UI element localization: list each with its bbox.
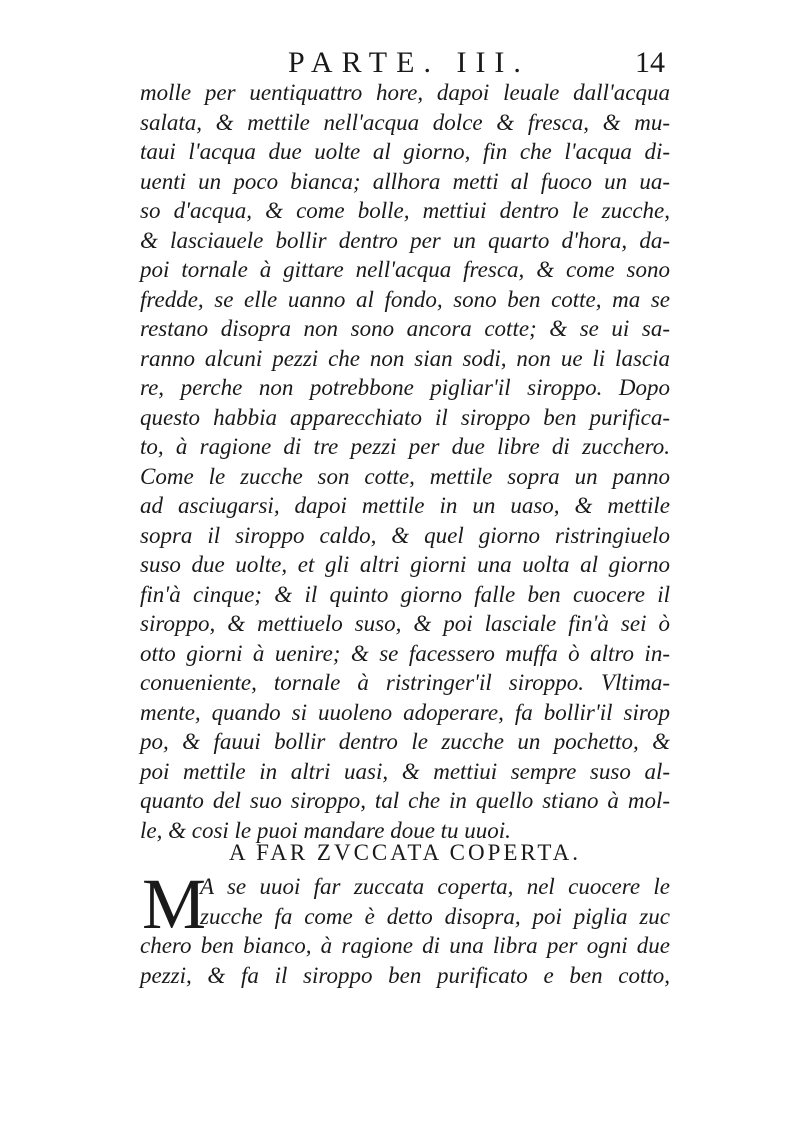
text-line: questo habbia apparecchiato il siroppo ben purifica- bbox=[140, 404, 670, 430]
body-paragraph bbox=[140, 78, 670, 845]
text-line: zucche fa come è detto disopra, poi piglia zuc bbox=[200, 903, 670, 929]
text-line: pezzi, & fa il siroppo ben purificato e ben cotto, bbox=[140, 962, 670, 988]
text-line: siroppo, & mettiuelo suso, & poi lasciale fin'à sei ò bbox=[140, 611, 670, 636]
text-line: fredde, se elle uanno al fondo, sono ben cotte, ma se bbox=[140, 286, 670, 312]
text-line: po, & fauui bollir dentro le zucche un pochetto, & bbox=[140, 729, 670, 754]
text-line: molle per uentiquattro hore, dapoi leuale dall'acqua bbox=[140, 80, 670, 105]
text-line: taui l'acqua due uolte al giorno, fin che l'acqua di- bbox=[140, 139, 670, 164]
text-line: otto giorni à uenire; & se facessero muffa ò altro in- bbox=[140, 640, 670, 666]
running-title: PARTE. III. bbox=[288, 46, 530, 79]
text-line: Come le zucche son cotte, mettile sopra un panno bbox=[140, 463, 670, 489]
text-line: quanto del suo siroppo, tal che in quello stiano à mol- bbox=[140, 788, 670, 813]
text-line: to, à ragione di tre pezzi per due libre di zucchero. bbox=[140, 434, 670, 459]
text-line: fin'à cinque; & il quinto giorno falle ben cuocere il bbox=[140, 581, 670, 607]
text-line: salata, & mettile nell'acqua dolce & fresca, & mu- bbox=[140, 109, 670, 135]
text-line: poi tornale à gittare nell'acqua fresca, & come sono bbox=[140, 257, 670, 282]
page-number: 14 bbox=[635, 46, 665, 79]
text-line: suso due uolte, et gli altri giorni una uolta al giorno bbox=[140, 552, 670, 577]
text-line: le, & cosi le puoi mandare doue tu uuoi. bbox=[140, 817, 511, 843]
section-heading: A FAR ZVCCATA COPERTA. bbox=[229, 840, 581, 865]
text-line: re, perche non potrebbone pigliar'il siroppo. Dopo bbox=[140, 375, 670, 400]
text-line: poi mettile in altri uasi, & mettiui sempre suso al- bbox=[140, 758, 670, 784]
text-line: restano disopra non sono ancora cotte; & se ui sa- bbox=[140, 316, 670, 341]
text-line: & lasciauele bollir dentro per un quarto d'hora, da- bbox=[140, 227, 670, 253]
text-line: chero ben bianco, à ragione di una libra per ogni due bbox=[140, 933, 670, 958]
text-line: so d'acqua, & come bolle, mettiui dentro le zucche, bbox=[140, 198, 670, 223]
text-line: ranno alcuni pezzi che non sian sodi, non ue li lascia bbox=[140, 345, 670, 371]
text-line: sopra il siroppo caldo, & quel giorno ristringiuelo bbox=[140, 522, 670, 548]
text-line: ad asciugarsi, dapoi mettile in un uaso, & mettile bbox=[140, 493, 670, 518]
text-line: uenti un poco bianca; allhora metti al fuoco un ua- bbox=[140, 168, 670, 194]
text-line: A se uuoi far zuccata coperta, nel cuocere le bbox=[200, 874, 670, 899]
drop-capital: M bbox=[142, 864, 207, 944]
text-line: conueniente, tornale à ristringer'il siroppo. Vltima- bbox=[140, 670, 670, 695]
section-paragraph bbox=[140, 864, 670, 990]
text-line: mente, quando si uuoleno adoperare, fa bollir'il sirop bbox=[140, 699, 670, 725]
